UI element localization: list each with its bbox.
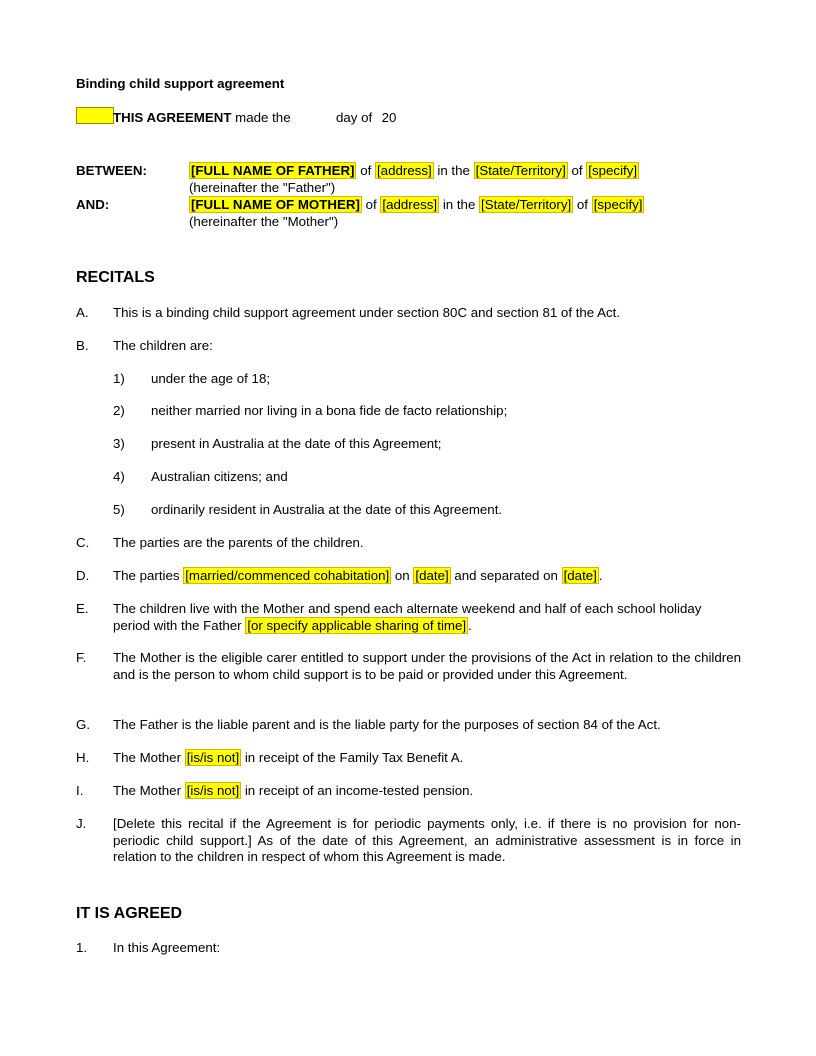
clause-marker: 1. (76, 940, 88, 955)
between-label: BETWEEN: (76, 163, 147, 178)
recital-h-text (113, 750, 741, 767)
recital-e-text (113, 601, 713, 634)
document-title: Binding child support agreement (76, 76, 285, 91)
recital-a-text: This is a binding child support agreement under section 80C and section 81 of the Act. (113, 305, 621, 320)
text-segment: on (391, 568, 414, 583)
father-name-field: [FULL NAME OF FATHER] (191, 163, 355, 178)
agreement-date-line (113, 110, 396, 125)
sub-item-marker: 2) (113, 403, 125, 418)
this-agreement-label: THIS AGREEMENT (113, 110, 232, 125)
recital-d-text (113, 568, 741, 585)
sub-item-marker: 3) (113, 436, 125, 451)
father-address-field: [address] (376, 163, 432, 178)
is-is-not-field: [is/is not] (186, 750, 240, 765)
of-text: of (571, 163, 583, 178)
recital-f-text: The Mother is the eligible carer entitled to support under the provisions of the Act in relation to the children and is the person to whom child support is to be paid or provided under this Agreement. (113, 650, 741, 682)
sub-item-text: ordinarily resident in Australia at the date of this Agreement. (151, 502, 503, 517)
recital-marker: G. (76, 717, 91, 732)
recital-marker: H. (76, 750, 90, 765)
mother-specify-field: [specify] (593, 197, 643, 212)
text-segment: and separated on (450, 568, 562, 583)
text-segment: . (598, 568, 603, 583)
mother-address-field: [address] (382, 197, 438, 212)
in-the-text: in the (437, 163, 470, 178)
date-field: [date] (563, 568, 597, 583)
recital-j-text: [Delete this recital if the Agreement is for periodic payments only, i.e. if there is no provision for non-periodic child support.] As of the date of this Agreement, an administrative assessment is in force in relation to the children in respect of whom this Agreement is made. (113, 816, 741, 864)
it-is-agreed-heading: IT IS AGREED (76, 905, 183, 922)
father-state-field: [State/Territory] (475, 163, 566, 178)
recital-c-text: The parties are the parents of the children. (113, 535, 364, 550)
text-segment: The Mother (113, 783, 185, 798)
and-label: AND: (76, 197, 110, 212)
sub-item-marker: 4) (113, 469, 125, 484)
sub-item-text: Australian citizens; and (151, 469, 288, 484)
father-specify-field: [specify] (588, 163, 638, 178)
text-segment: The children live with the Mother and spend each alternate weekend and half of each school holiday period with the Father (113, 601, 702, 633)
clause-1-text: In this Agreement: (113, 940, 221, 955)
recital-marker: E. (76, 601, 89, 616)
made-the-text: made the (235, 110, 291, 125)
text-segment: in receipt of an income-tested pension. (241, 783, 474, 798)
of-text: of (365, 197, 377, 212)
date-field: [date] (415, 568, 449, 583)
recital-marker: J. (76, 816, 87, 831)
text-segment: The Mother (113, 750, 185, 765)
mother-hereinafter: (hereinafter the "Mother") (189, 214, 339, 229)
is-is-not-field: [is/is not] (186, 783, 240, 798)
father-party-line (189, 163, 639, 178)
father-hereinafter: (hereinafter the "Father") (189, 180, 336, 195)
text-segment: The parties (113, 568, 184, 583)
recital-marker: D. (76, 568, 90, 583)
text-segment: . (468, 617, 472, 633)
sub-item-text: under the age of 18; (151, 371, 271, 386)
sub-item-text: present in Australia at the date of this Agreement; (151, 436, 442, 451)
cohabitation-field: [married/commenced cohabitation] (185, 568, 390, 583)
sharing-of-time-field: [or specify applicable sharing of time] (247, 617, 467, 633)
recital-marker: A. (76, 305, 89, 320)
recital-marker: B. (76, 338, 89, 353)
recital-marker: F. (76, 650, 87, 665)
year-text: 20 (381, 110, 397, 125)
mother-state-field: [State/Territory] (481, 197, 572, 212)
recital-b-text: The children are: (113, 338, 213, 353)
sub-item-marker: 5) (113, 502, 125, 517)
mother-party-line (189, 197, 644, 212)
sub-item-marker: 1) (113, 371, 125, 386)
recital-g-text: The Father is the liable parent and is the liable party for the purposes of section 84 of the Act. (113, 717, 661, 732)
mother-name-field: [FULL NAME OF MOTHER] (191, 197, 360, 212)
of-text: of (360, 163, 372, 178)
recital-i-text (113, 783, 741, 800)
recital-marker: C. (76, 535, 90, 550)
sub-item-text: neither married nor living in a bona fide de facto relationship; (151, 403, 508, 418)
of-text: of (576, 197, 588, 212)
highlighted-blank-box (76, 107, 114, 124)
recital-marker: I. (76, 783, 84, 798)
text-segment: in receipt of the Family Tax Benefit A. (241, 750, 464, 765)
day-of-text: day of (336, 110, 373, 125)
in-the-text: in the (442, 197, 476, 212)
recitals-heading: RECITALS (76, 269, 155, 286)
